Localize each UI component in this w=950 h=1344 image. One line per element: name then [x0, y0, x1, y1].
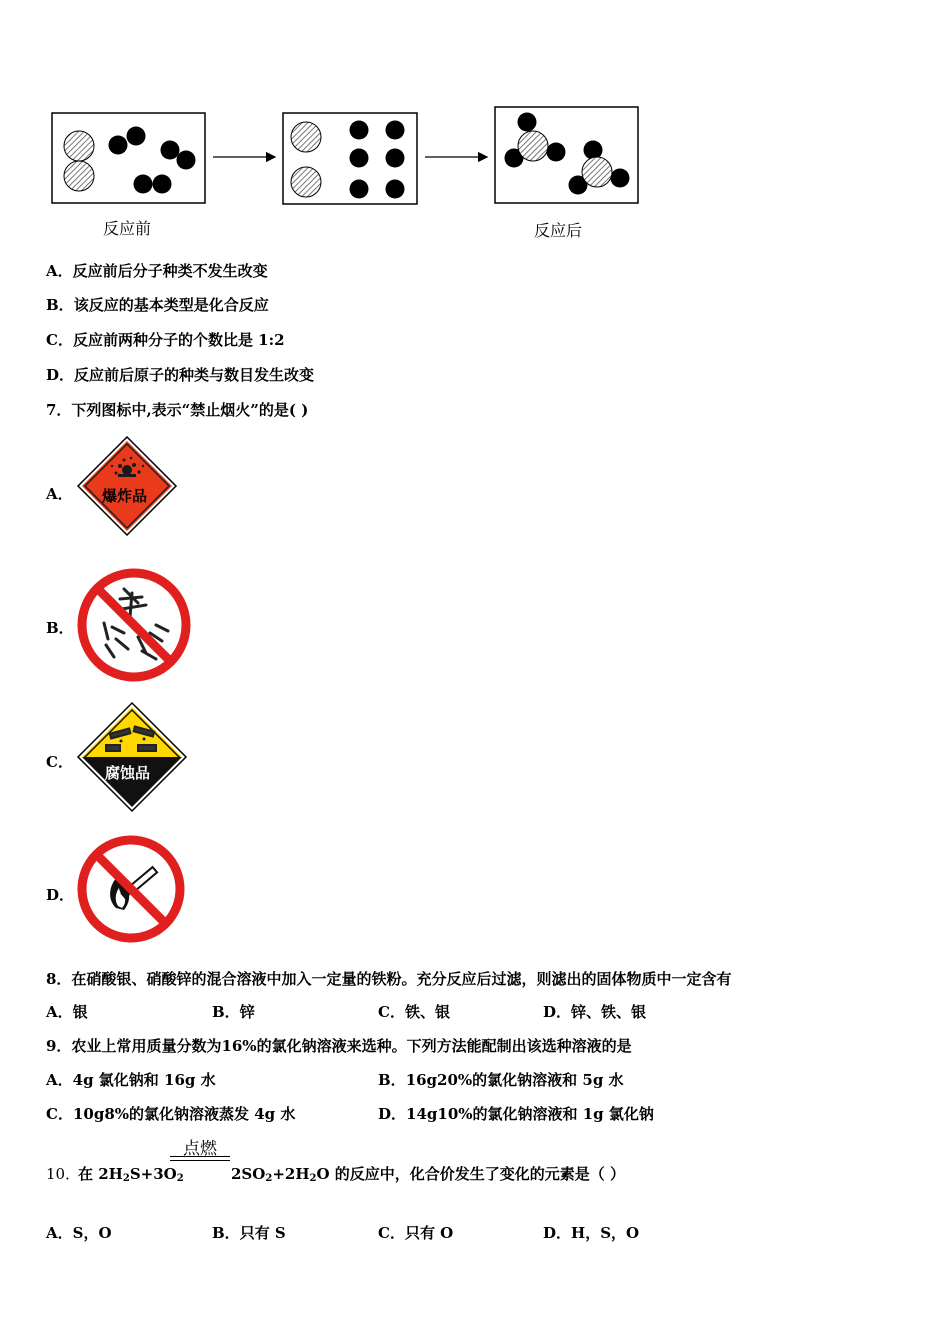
- q6-option-a: A．反应前后分子种类不发生改变: [46, 262, 268, 280]
- q9-option-c: C．10g8%的氯化钠溶液蒸发 4g 水: [46, 1105, 296, 1123]
- q6-option-d: D．反应前后原子的种类与数目发生改变: [46, 366, 315, 384]
- reaction-diagram-graphic: [0, 0, 950, 250]
- equals-line-top: [170, 1156, 230, 1157]
- q10-option-c: C．只有 O: [378, 1224, 454, 1242]
- q9-option-a: A．4g 氯化钠和 16g 水: [46, 1071, 216, 1089]
- q6-option-c: C．反应前两种分子的个数比是 1:2: [46, 331, 285, 349]
- corrosive-sign-icon: [76, 701, 188, 813]
- q8-stem: 8．在硝酸银、硝酸锌的混合溶液中加入一定量的铁粉。充分反应后过滤，则滤出的固体物质中一定含有: [46, 970, 732, 988]
- explosive-sign-icon: [76, 436, 178, 536]
- q8-option-c: C．铁、银: [378, 1003, 450, 1021]
- before-caption: 反应前: [103, 219, 152, 238]
- q7-option-a-letter: A．: [46, 485, 73, 503]
- q10-products: $2SO_2+2H_2O$ 的反应中，化合价发生了变化的元素是（ ）: [231, 1165, 625, 1184]
- q10-option-a: A．S，O: [46, 1224, 112, 1242]
- q8-option-d: D．锌、铁、银: [543, 1003, 647, 1021]
- q7-option-b-letter: B．: [46, 619, 74, 637]
- after-caption: 反应后: [534, 221, 583, 240]
- explosive-sign-label: 爆炸品: [102, 487, 148, 505]
- q8-option-b: B．锌: [212, 1003, 255, 1021]
- q10-reactants: 在 $2H_2S+3O_2$: [78, 1165, 184, 1184]
- q8-option-a: A．银: [46, 1003, 88, 1021]
- q7-option-d-letter: D．: [46, 886, 75, 904]
- q9-option-b: B．16g20%的氯化钠溶液和 5g 水: [378, 1071, 624, 1089]
- no-fireworks-sign-icon: [76, 567, 192, 683]
- q7-stem: 7．下列图标中,表示“禁止烟火”的是( ): [46, 401, 309, 419]
- q9-stem: 9．农业上常用质量分数为16%的氯化钠溶液来选种。下列方法能配制出该选种溶液的是: [46, 1037, 632, 1055]
- q10-option-b: B．只有 S: [212, 1224, 286, 1242]
- q7-option-c-letter: C．: [46, 753, 73, 771]
- q10-number: 10．: [46, 1165, 81, 1183]
- equals-line-bottom: [170, 1160, 230, 1161]
- corrosive-sign-label: 腐蚀品: [105, 764, 151, 782]
- reaction-condition: 点燃: [183, 1139, 217, 1159]
- q6-option-b: B．该反应的基本类型是化合反应: [46, 296, 269, 314]
- q9-option-d: D．14g10%的氯化钠溶液和 1g 氯化钠: [378, 1105, 654, 1123]
- no-smoking-fire-sign-icon: [76, 834, 186, 944]
- q10-option-d: D．H，S，O: [543, 1224, 640, 1242]
